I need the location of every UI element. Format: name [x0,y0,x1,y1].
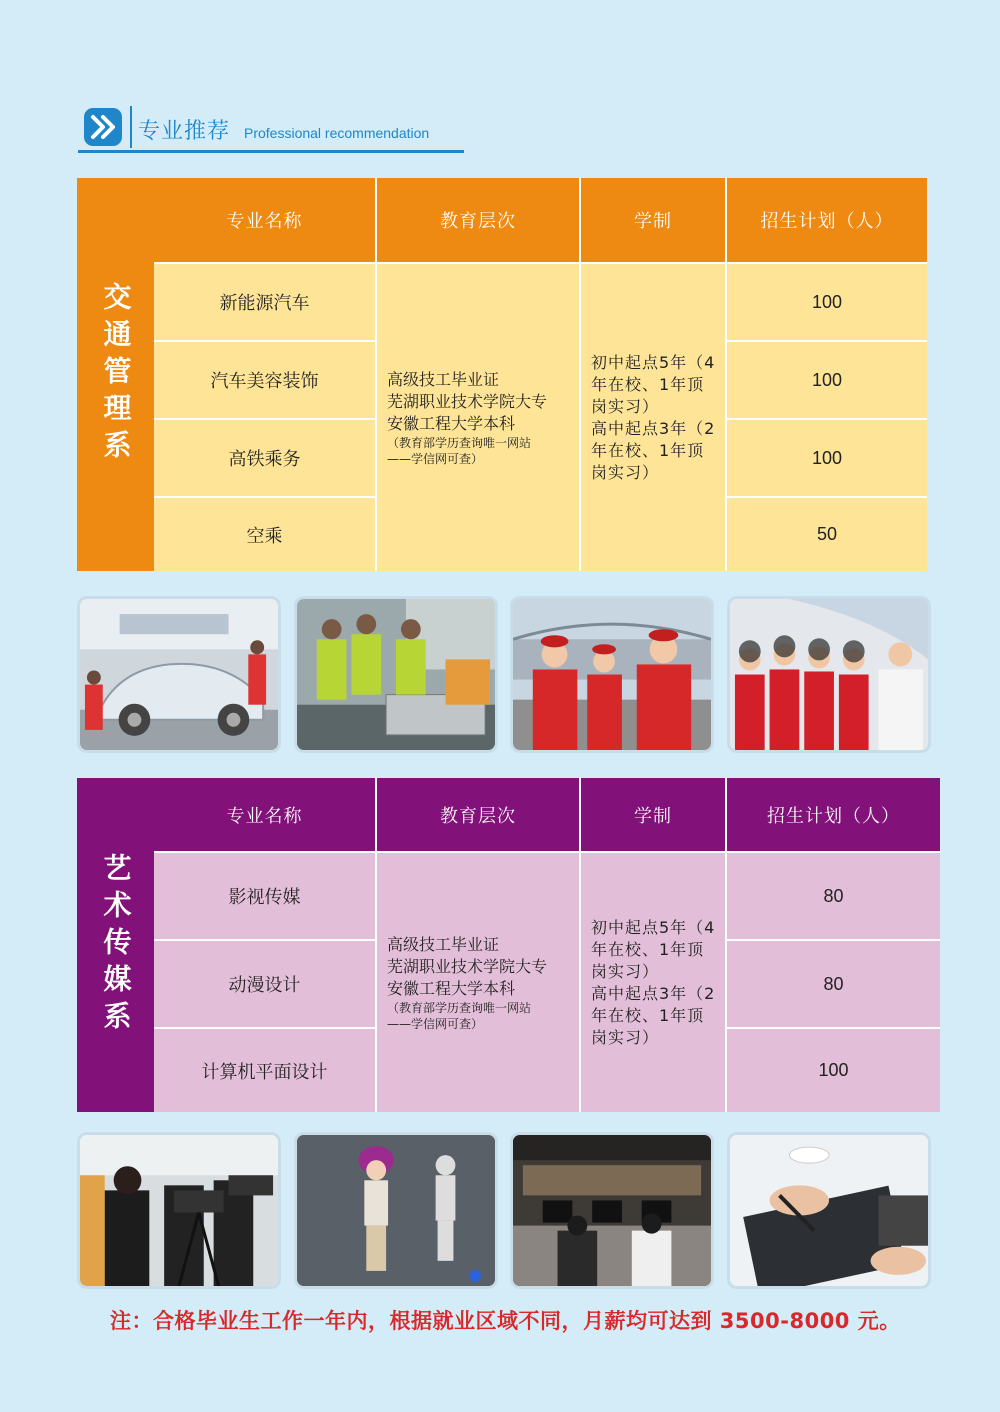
header-major: 专业名称 [154,778,375,851]
header-duration: 学制 [581,778,725,851]
major-name: 影视传媒 [154,853,375,939]
duration-line: 岗实习） [591,462,660,482]
major-name: 新能源汽车 [154,264,375,340]
education-line: 安徽工程大学本科 [387,413,516,433]
section-title-en: Professional recommendation [244,125,430,141]
dept-name: 艺术传媒系 [99,852,133,1038]
education-note: （教育部学历查询唯一网站 [387,435,532,450]
duration-line: 高中起点3年（2 [591,418,716,438]
header-plan: 招生计划（人） [727,778,940,851]
duration-line: 年在校、1年顶 [591,1005,705,1025]
dept-label-cell [77,178,154,571]
enrollment-plan: 80 [727,941,940,1027]
section-header [78,104,464,154]
enrollment-plan: 100 [727,1029,940,1112]
duration-line: 初中起点5年（4 [591,352,716,372]
header-duration: 学制 [581,178,725,262]
photo-video-cameras [77,1132,281,1289]
education-level [377,264,579,571]
duration-line: 初中起点5年（4 [591,917,716,937]
duration-line: 高中起点3年（2 [591,983,716,1003]
major-name: 动漫设计 [154,941,375,1027]
header-education: 教育层次 [377,778,579,851]
photo-transparent-car [77,596,281,753]
double-chevron-right-icon [84,108,122,146]
photo-students-workshop [294,596,498,753]
header-underline [78,150,464,153]
art-media-dept-table [77,778,940,1112]
major-name: 计算机平面设计 [154,1029,375,1112]
education-note: ——学信网可查） [387,1016,484,1031]
major-name: 高铁乘务 [154,420,375,496]
duration [581,853,725,1112]
duration-line: 年在校、1年顶 [591,440,705,460]
photo-train-attendants [510,596,714,753]
duration-line: 年在校、1年顶 [591,374,705,394]
header-major: 专业名称 [154,178,375,262]
header-divider [130,106,132,148]
header-plan: 招生计划（人） [727,178,927,262]
photo-drawing-tablet [727,1132,931,1289]
education-line: 高级技工毕业证 [387,369,500,389]
major-name: 汽车美容装饰 [154,342,375,418]
education-note: ——学信网可查） [387,451,484,466]
photo-computer-lab [510,1132,714,1289]
duration-line: 岗实习） [591,1027,660,1047]
duration [581,264,725,571]
photo-flight-attendants [727,596,931,753]
table-grid [154,178,927,571]
education-level [377,853,579,1112]
enrollment-plan: 100 [727,264,927,340]
enrollment-plan: 100 [727,420,927,496]
photo-row-transport [77,596,931,753]
dept-name: 交通管理系 [99,282,133,467]
education-line: 高级技工毕业证 [387,934,500,954]
duration-line: 年在校、1年顶 [591,939,705,959]
major-name: 空乘 [154,498,375,571]
table-grid [154,778,940,1112]
education-line: 芜湖职业技术学院大专 [387,956,548,976]
enrollment-plan: 100 [727,342,927,418]
transport-dept-table [77,178,927,571]
section-title-cn: 专业推荐 [138,119,231,144]
education-line: 芜湖职业技术学院大专 [387,391,548,411]
education-line: 安徽工程大学本科 [387,978,516,998]
salary-note: 注：合格毕业生工作一年内，根据就业区域不同，月薪均可达到 3500-8000 元。 [110,1309,901,1333]
dept-label-cell [77,778,154,1112]
duration-line: 岗实习） [591,961,660,981]
education-note: （教育部学历查询唯一网站 [387,1000,532,1015]
photo-3d-character-model [294,1132,498,1289]
header-education: 教育层次 [377,178,579,262]
enrollment-plan: 50 [727,498,927,571]
duration-line: 岗实习） [591,396,660,416]
enrollment-plan: 80 [727,853,940,939]
photo-row-art [77,1132,931,1289]
